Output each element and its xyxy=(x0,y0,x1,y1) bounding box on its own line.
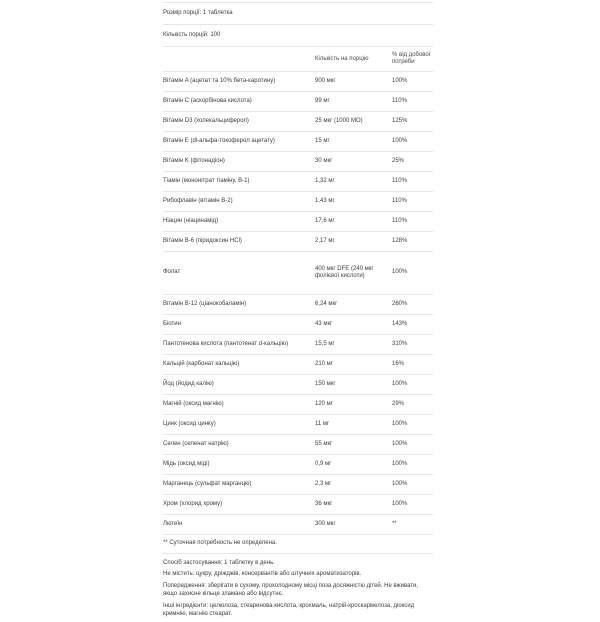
footnote-row xyxy=(163,535,433,554)
nutrient-dv: 100% xyxy=(392,78,408,85)
nutrient-row xyxy=(163,152,433,172)
other-ingredients-note: Інші інгредієнти: целюлоза, стеаринова кислота, крохмаль, натрій-кроскармелоза, діоксид кремнію, магнію стеарат. xyxy=(163,602,415,618)
nutrient-amount: 36 мкг xyxy=(315,500,333,507)
nutrient-name: Вітамін C (аскорбінова кислота) xyxy=(163,98,252,105)
nutrient-dv: 16% xyxy=(392,360,405,367)
nutrient-row xyxy=(163,192,433,212)
nutrient-dv: 100% xyxy=(392,420,408,427)
serving-size-label: Розмір порції: 1 таблетка xyxy=(163,10,233,17)
nutrient-dv: 100% xyxy=(392,460,408,467)
nutrient-amount: 11 мг xyxy=(315,420,330,427)
nutrient-amount: 43 мкг xyxy=(315,320,333,327)
supplement-facts-table xyxy=(163,2,433,554)
nutrient-name: Вітамін E (dl-альфа-токоферол ацетату) xyxy=(163,138,275,145)
servings-per-container-row xyxy=(163,25,433,47)
nutrient-row xyxy=(163,475,433,495)
nutrient-name: Пантотенова кислота (пантотенат d-кальцію) xyxy=(163,340,289,347)
nutrient-row xyxy=(163,212,433,232)
nutrient-amount: 120 мг xyxy=(315,400,333,407)
nutrient-dv: 110% xyxy=(392,178,407,185)
notes-section xyxy=(163,559,433,619)
nutrient-amount: 210 мг xyxy=(315,360,333,367)
nutrient-name: Магній (оксид магнію) xyxy=(163,400,224,407)
free-from-note: Не містить: цукру, дріжджів, консервантів або штучних ароматизаторів. xyxy=(163,571,362,578)
nutrient-dv: 125% xyxy=(392,118,408,125)
nutrient-rows-container xyxy=(163,72,433,535)
supplement-facts-panel xyxy=(163,2,433,622)
nutrient-amount: 900 мкг xyxy=(315,78,336,85)
nutrient-amount: 400 мкг DFE (240 мкг фолієвої кислоти) xyxy=(315,266,374,279)
nutrient-amount: 99 мг xyxy=(315,98,330,105)
nutrient-dv: 25% xyxy=(392,158,405,165)
nutrient-dv: 310% xyxy=(392,340,408,347)
nutrient-row xyxy=(163,455,433,475)
nutrient-dv: 100% xyxy=(392,500,408,507)
nutrient-dv: 100% xyxy=(392,440,408,447)
nutrient-name: Марганець (сульфат марганцю) xyxy=(163,480,252,487)
nutrient-dv: 110% xyxy=(392,198,407,205)
nutrient-amount: 15,5 мг xyxy=(315,340,335,347)
serving-size-row xyxy=(163,3,433,25)
nutrient-row xyxy=(163,112,433,132)
nutrient-dv: 260% xyxy=(392,300,408,307)
table-header-row xyxy=(163,47,433,72)
nutrient-row xyxy=(163,375,433,395)
nutrient-amount: 1,43 мг xyxy=(315,198,335,205)
nutrient-dv: ** xyxy=(392,520,397,527)
nutrient-name: Вітамін D3 (холекальциферол) xyxy=(163,118,249,125)
footnote-text: ** Суточная потребность не определена. xyxy=(163,540,277,547)
nutrient-dv: 29% xyxy=(392,400,405,407)
nutrient-row xyxy=(163,232,433,252)
usage-note: Спосіб застосування: 1 таблетку в день. xyxy=(163,559,275,566)
nutrient-name: Вітамін B-6 (піридоксин HCl) xyxy=(163,238,242,245)
nutrient-amount: 300 мкг xyxy=(315,520,336,527)
nutrient-dv: 100% xyxy=(392,480,408,487)
nutrient-row xyxy=(163,172,433,192)
nutrient-amount: 2,17 мг xyxy=(315,238,335,245)
servings-per-container-label: Кількість порцій: 100 xyxy=(163,32,221,39)
nutrient-name: Кальцій (карбонат кальцію) xyxy=(163,360,240,367)
nutrient-row xyxy=(163,132,433,152)
nutrient-name: Рибофлавін (вітамін B-2) xyxy=(163,198,233,205)
nutrient-row xyxy=(163,495,433,515)
nutrient-name: Вітамін A (ацетат та 10% бета-каротину) xyxy=(163,78,276,85)
nutrient-row xyxy=(163,295,433,315)
nutrient-name: Лютеїн xyxy=(163,520,183,527)
nutrient-dv: 128% xyxy=(392,238,408,245)
nutrient-amount: 30 мкг xyxy=(315,158,333,165)
nutrient-name: Цинк (оксид цинку) xyxy=(163,420,216,427)
daily-value-column-header: % від добової потреби xyxy=(392,52,431,65)
nutrient-amount: 150 мкг xyxy=(315,380,336,387)
nutrient-name: Біотин xyxy=(163,320,181,327)
nutrient-dv: 110% xyxy=(392,98,407,105)
nutrient-name: Вітамін K (фітонадіон) xyxy=(163,158,225,165)
nutrient-dv: 100% xyxy=(392,138,408,145)
nutrient-name: Тіамін (мононітрат тіаміну, B-1) xyxy=(163,178,250,185)
nutrient-amount: 25 мкг (1000 МО) xyxy=(315,118,363,125)
nutrient-amount: 1,32 мг xyxy=(315,178,335,185)
nutrient-name: Ніацин (ніацинамід) xyxy=(163,218,219,225)
nutrient-amount: 55 мкг xyxy=(315,440,333,447)
nutrient-name: Селен (селенат натрію) xyxy=(163,440,229,447)
nutrient-name: Йод (йодид калію) xyxy=(163,380,214,387)
nutrient-row xyxy=(163,252,433,295)
nutrient-row xyxy=(163,92,433,112)
nutrient-amount: 17,6 мг xyxy=(315,218,335,225)
nutrient-dv: 100% xyxy=(392,380,408,387)
nutrient-name: Вітамін B-12 (ціанокобаламін) xyxy=(163,300,247,307)
warning-note: Попередження: зберігати в сухому, прохолодному місці поза досяжністю дітей. Не вживати, якщо захисне кільце зламано або відсутнє. xyxy=(163,582,419,598)
nutrient-name: Мідь (оксид міді) xyxy=(163,460,210,467)
nutrient-amount: 2,3 мг xyxy=(315,480,332,487)
nutrient-row xyxy=(163,315,433,335)
nutrient-amount: 15 мг xyxy=(315,138,330,145)
nutrient-row xyxy=(163,515,433,535)
nutrient-dv: 100% xyxy=(392,269,408,276)
nutrient-dv: 110% xyxy=(392,218,407,225)
nutrient-row xyxy=(163,355,433,375)
amount-column-header: Кількість на порцію xyxy=(315,55,369,62)
nutrient-amount: 6,24 мкг xyxy=(315,300,338,307)
nutrient-name: Фолат xyxy=(163,269,181,276)
nutrient-dv: 143% xyxy=(392,320,408,327)
nutrient-row xyxy=(163,72,433,92)
nutrient-name: Хром (хлорид хрому) xyxy=(163,500,223,507)
nutrient-row xyxy=(163,435,433,455)
nutrient-amount: 0,9 мг xyxy=(315,460,332,467)
nutrient-row xyxy=(163,415,433,435)
nutrient-row xyxy=(163,335,433,355)
nutrient-row xyxy=(163,395,433,415)
